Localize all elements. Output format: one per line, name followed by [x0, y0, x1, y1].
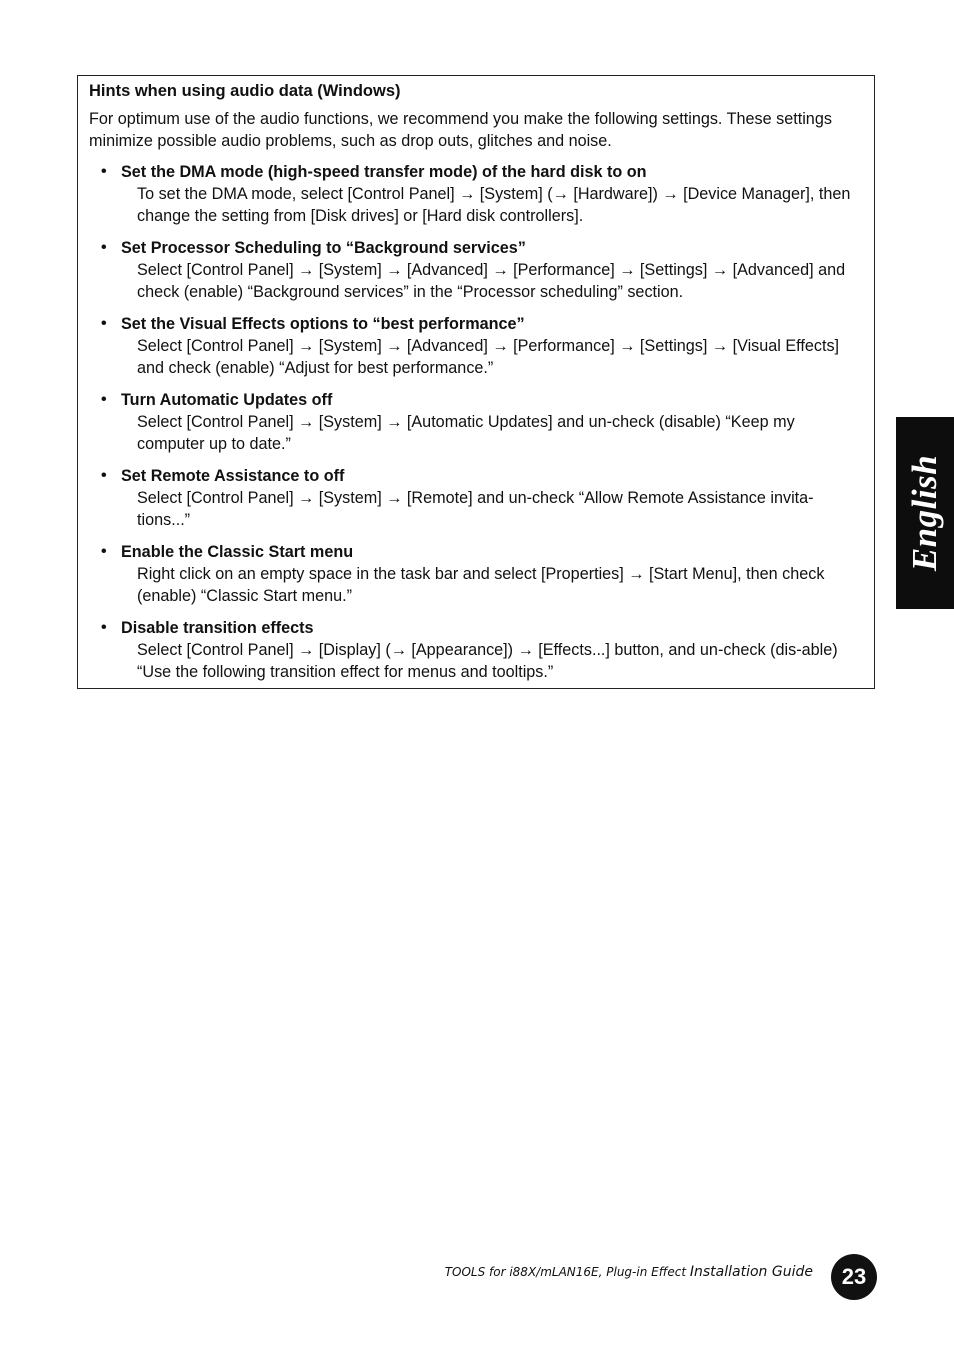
language-tab — [896, 417, 954, 609]
hint-body: Right click on an empty space in the task bar and select [Properties] → [Start Menu], then check (enable) “Classic Start menu.” — [137, 565, 825, 605]
hint-body: Select [Control Panel] → [System] → [Advanced] → [Performance] → [Settings] → [Visual Effects] and check (enable) “Adjust for best performance.” — [137, 337, 840, 377]
hint-body: Select [Control Panel] → [System] → [Automatic Updates] and un-check (disable) “Keep my computer up to date.” — [137, 413, 795, 453]
hint-body: Select [Control Panel] → [Display] (→ [Appearance]) → [Effects...] button, and un-check (dis-able) “Use the following transition effect for menus and tooltips.” — [137, 641, 838, 681]
bullet-icon: • — [101, 619, 107, 636]
footer-guide-suffix: Installation Guide — [689, 1264, 813, 1280]
bullet-icon: • — [101, 315, 107, 332]
footer-guide-prefix: TOOLS for i88X/mLAN16E, Plug-in Effect — [444, 1265, 687, 1279]
hint-heading: Set the Visual Effects options to “best performance” — [121, 315, 525, 333]
hint-item-visual-effects — [89, 313, 862, 379]
hint-item-dma-mode — [89, 161, 862, 227]
footer-guide-title — [440, 1262, 813, 1282]
hint-heading: Set the DMA mode (high-speed transfer mode) of the hard disk to on — [121, 163, 647, 181]
hint-body: Select [Control Panel] → [System] → [Remote] and un-check “Allow Remote Assistance invita-tions...” — [137, 489, 814, 529]
bullet-icon: • — [101, 239, 107, 256]
hint-heading: Disable transition effects — [121, 619, 314, 637]
hint-heading: Enable the Classic Start menu — [121, 543, 354, 561]
hint-item-automatic-updates — [89, 389, 862, 455]
bullet-icon: • — [101, 543, 107, 560]
hint-heading: Set Remote Assistance to off — [121, 467, 345, 485]
bullet-icon: • — [101, 391, 107, 408]
hint-list — [89, 161, 862, 683]
hint-item-processor-scheduling — [89, 237, 862, 303]
hint-item-classic-start-menu — [89, 541, 862, 607]
hints-title: Hints when using audio data (Windows) — [89, 82, 401, 100]
hint-body: Select [Control Panel] → [System] → [Advanced] → [Performance] → [Settings] → [Advanced] and check (enable) “Background services” in the “Processor scheduling” section. — [137, 261, 846, 301]
bullet-icon: • — [101, 163, 107, 180]
language-tab-label: English — [905, 454, 944, 572]
hint-item-remote-assistance — [89, 465, 862, 531]
hints-box — [77, 75, 875, 689]
bullet-icon: • — [101, 467, 107, 484]
hints-intro: For optimum use of the audio functions, we recommend you make the following settings. These settings minimize possible audio problems, such as drop outs, glitches and noise. — [89, 110, 832, 150]
hint-heading: Turn Automatic Updates off — [121, 391, 333, 409]
hint-body: To set the DMA mode, select [Control Panel] → [System] (→ [Hardware]) → [Device Manager], then change the setting from [Disk drives] or [Hard disk controllers]. — [137, 185, 851, 225]
hint-item-transition-effects — [89, 617, 862, 683]
page-number-badge: 23 — [831, 1254, 877, 1300]
hint-heading: Set Processor Scheduling to “Background services” — [121, 239, 526, 257]
